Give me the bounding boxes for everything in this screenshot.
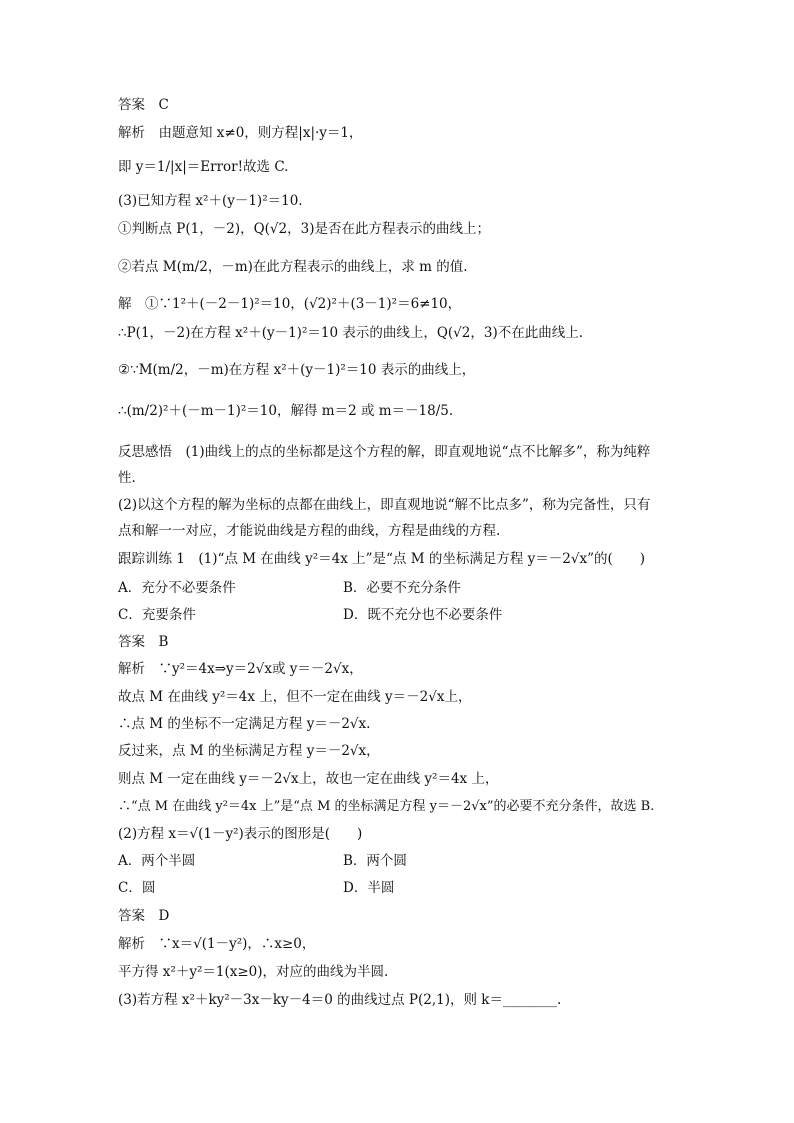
answer-label: 答案 C: [118, 97, 169, 113]
question-text: (2)方程 x＝√(1－y²)表示的图形是( ): [118, 826, 363, 842]
analysis-text: 即 y＝1/|x|＝Error!故选 C.: [118, 159, 289, 175]
analysis-text: 反过来，点 M 的坐标满足方程 y＝－2√x，: [118, 743, 380, 759]
option-c: C．圆: [118, 880, 156, 896]
option-b: B．两个圆: [343, 853, 407, 869]
reflection-text: 反思感悟 (1)曲线上的点的坐标都是这个方程的解，即直观地说“点不比解多”，称为纯粹: [118, 444, 651, 460]
solution-text: ∴P(1，－2)在方程 x²＋(y－1)²＝10 表示的曲线上，Q(√2，3)不在此曲线上.: [118, 325, 584, 341]
question-text: (3)若方程 x²＋ky²－3x－ky－4＝0 的曲线过点 P(2,1)，则 k＝________.: [118, 992, 562, 1008]
solution-text: ∴(m/2)²＋(－m－1)²＝10，解得 m＝2 或 m＝－18/5.: [118, 403, 454, 419]
option-d: D．既不充分也不必要条件: [343, 607, 503, 623]
reflection-text: (2)以这个方程的解为坐标的点都在曲线上，即直观地说“解不比点多”，称为完备性，只有: [118, 497, 651, 513]
analysis-text: 平方得 x²＋y²＝1(x≥0)，对应的曲线为半圆.: [118, 964, 389, 980]
question-text: (3)已知方程 x²＋(y－1)²＝10.: [118, 193, 303, 209]
question-text: ①判断点 P(1，－2)，Q(√2，3)是否在此方程表示的曲线上；: [118, 221, 490, 237]
option-c: C．充要条件: [118, 607, 196, 623]
reflection-text: 性.: [118, 470, 136, 486]
answer-label: 答案 D: [118, 908, 170, 924]
analysis-text: 解析 ∵y²＝4x⇒y＝2√x或 y＝－2√x，: [118, 661, 363, 677]
analysis-text: 解析 ∵x＝√(1－y²)，∴x≥0，: [118, 936, 316, 952]
solution-text: ②∵M(m/2，－m)在方程 x²＋(y－1)²＝10 表示的曲线上，: [118, 362, 476, 378]
question-text: ②若点 M(m/2，－m)在此方程表示的曲线上，求 m 的值.: [118, 259, 468, 275]
exercise-question: 跟踪训练 1 (1)“点 M 在曲线 y²＝4x 上”是“点 M 的坐标满足方程 y＝－2√x”的( ): [118, 551, 646, 567]
option-d: D．半圆: [343, 880, 395, 896]
reflection-text: 点和解一一对应，才能说曲线是方程的曲线，方程是曲线的方程.: [118, 523, 501, 539]
option-a: A．两个半圆: [118, 853, 196, 869]
option-a: A．充分不必要条件: [118, 580, 236, 596]
answer-label: 答案 B: [118, 634, 169, 650]
option-b: B．必要不充分条件: [343, 580, 461, 596]
analysis-text: ∴“点 M 在曲线 y²＝4x 上”是“点 M 的坐标满足方程 y＝－2√x”的必要不充分条件，故选 B.: [118, 799, 655, 814]
analysis-text: ∴点 M 的坐标不一定满足方程 y＝－2√x.: [118, 716, 371, 732]
solution-text: 解 ①∵1²＋(－2－1)²＝10，(√2)²＋(3－1)²＝6≠10，: [118, 296, 462, 312]
analysis-text: 解析 由题意知 x≠0，则方程|x|·y＝1，: [118, 125, 363, 141]
analysis-text: 则点 M 一定在曲线 y＝－2√x上，故也一定在曲线 y²＝4x 上，: [118, 771, 499, 787]
analysis-text: 故点 M 在曲线 y²＝4x 上，但不一定在曲线 y＝－2√x上，: [118, 689, 472, 705]
